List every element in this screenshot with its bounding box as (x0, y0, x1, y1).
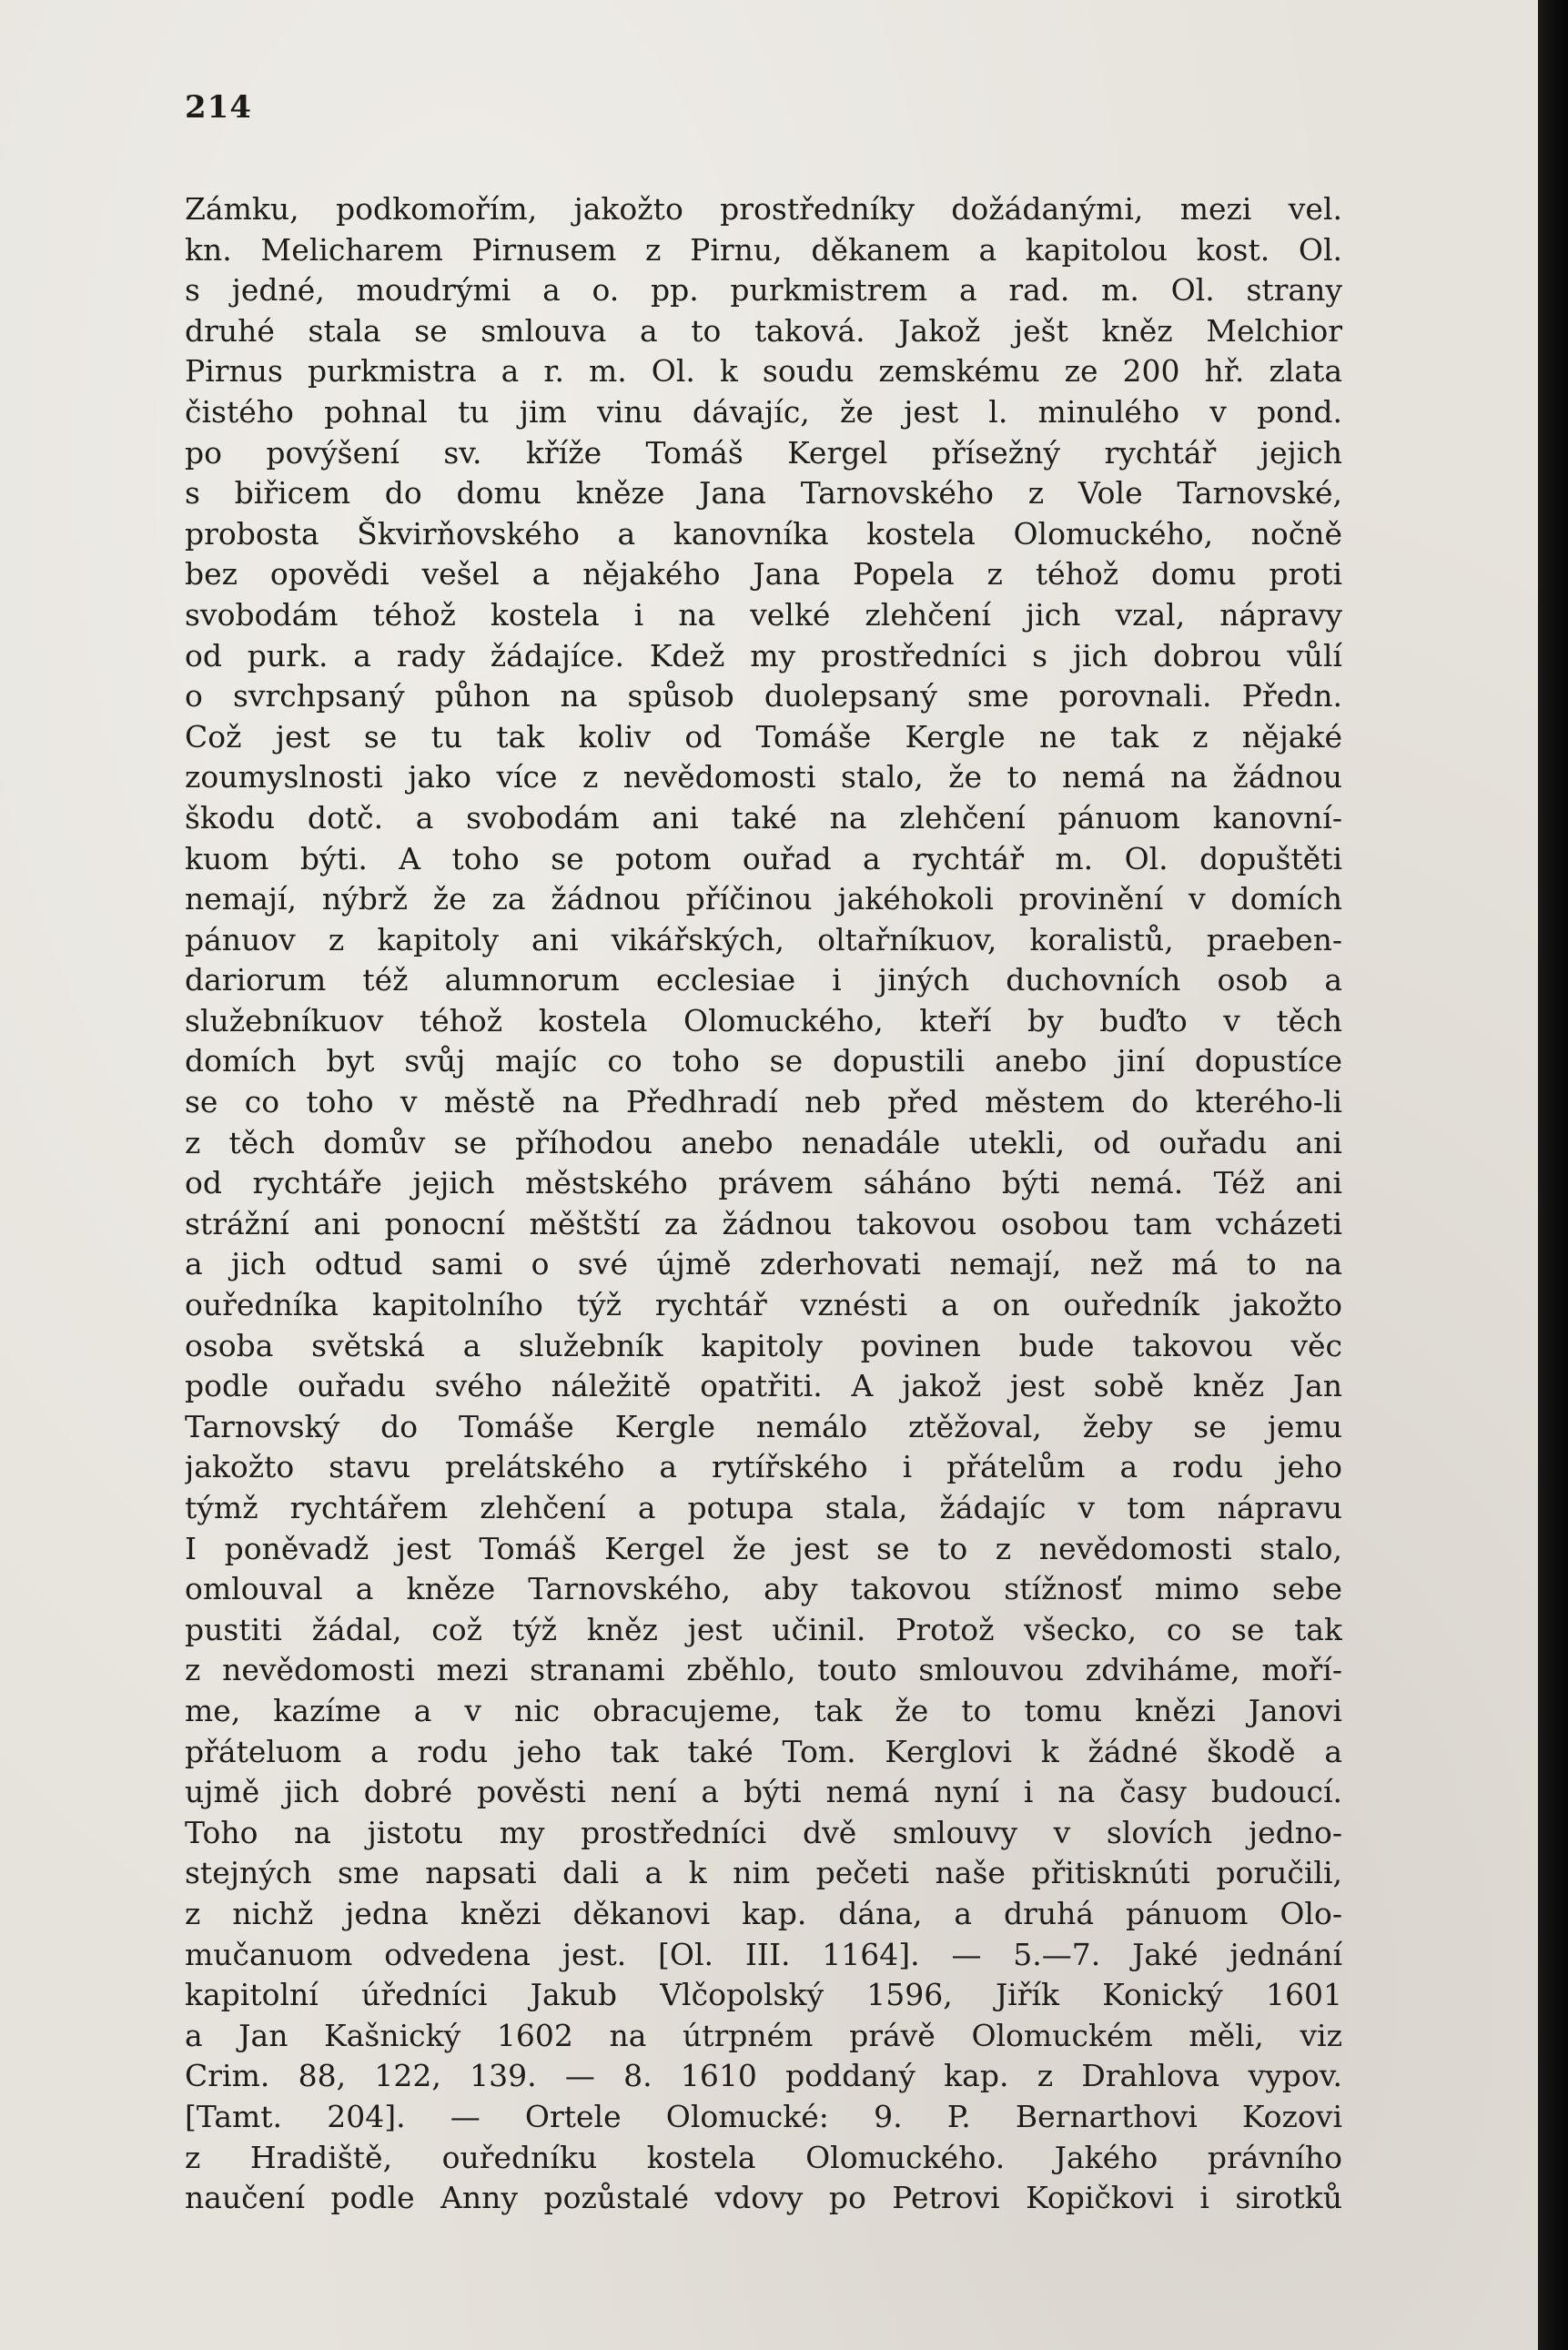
text-line: kuom býti. A toho se potom ouřad a rychtář m. Ol. dopuštěti (185, 840, 1342, 876)
text-line: Pirnus purkmistra a r. m. Ol. k soudu zemskému ze 200 hř. zlata (185, 353, 1342, 390)
text-line: s jedné, moudrými a o. pp. purkmistrem a rad. m. Ol. strany (185, 272, 1342, 309)
text-line: pustiti žádal, což týž kněz jest učinil. Protož všecko, co se tak (185, 1611, 1342, 1647)
text-line: a jich odtud sami o své újmě zderhovati nemají, než má to na (185, 1246, 1342, 1282)
text-line: omlouval a kněze Tarnovského, aby takovou stížnosť mimo sebe (185, 1571, 1342, 1607)
text-line: me, kazíme a v nic obracujeme, tak že to tomu knězi Janovi (185, 1692, 1342, 1728)
text-line: [Tamt. 204]. — Ortele Olomucké: 9. P. Bernarthovi Kozovi (185, 2098, 1342, 2134)
text-line: ujmě jich dobré pověsti není a býti nemá nyní i na časy budoucí. (185, 1774, 1342, 1810)
text-line: s biřicem do domu kněze Jana Tarnovského z Vole Tarnovské, (185, 475, 1342, 512)
text-line: stejných sme napsati dali a k nim pečeti naše přitisknúti poručili, (185, 1855, 1342, 1891)
text-line: z Hradiště, ouředníku kostela Olomuckého. Jakého právního (185, 2139, 1342, 2175)
text-line: z nevědomosti mezi stranami zběhlo, touto smlouvou zdviháme, moří- (185, 1652, 1342, 1688)
text-line: druhé stala se smlouva a to taková. Jakož ješt kněz Melchior (185, 312, 1342, 349)
text-line: o svrchpsaný půhon na spůsob duolepsaný sme porovnali. Předn. (185, 678, 1342, 714)
text-line: zoumyslnosti jako více z nevědomosti stalo, že to nemá na žádnou (185, 759, 1342, 795)
scan-edge (1538, 0, 1568, 2350)
text-line: nemají, nýbrž že za žádnou příčinou jakéhokoli provinění v domích (185, 881, 1342, 917)
text-line: dariorum též alumnorum ecclesiae i jiných duchovních osob a (185, 962, 1342, 998)
text-line: po povýšení sv. kříže Tomáš Kergel přísežný rychtář jejich (185, 434, 1342, 471)
text-line: ouředníka kapitolního týž rychtář vznésti a on ouředník jakožto (185, 1287, 1342, 1323)
text-line: kn. Melicharem Pirnusem z Pirnu, děkanem a kapitolou kost. Ol. (185, 231, 1342, 268)
text-line: osoba světská a služebník kapitoly povinen bude takovou věc (185, 1327, 1342, 1363)
text-line: pánuov z kapitoly ani vikářských, oltařníkuov, koralistů, praeben- (185, 921, 1342, 957)
body-text (185, 189, 1342, 2219)
text-line: od purk. a rady žádajíce. Kdež my prostředníci s jich dobrou vůlí (185, 637, 1342, 674)
text-line: Toho na jistotu my prostředníci dvě smlouvy v slovích jedno- (185, 1814, 1342, 1850)
page-number: 214 (185, 89, 252, 126)
text-line: kapitolní úředníci Jakub Vlčopolský 1596, Jiřík Konický 1601 (185, 1977, 1342, 2013)
text-line: přáteluom a rodu jeho tak také Tom. Kerglovi k žádné škodě a (185, 1733, 1342, 1769)
text-line: Zámku, podkomořím, jakožto prostředníky dožádanými, mezi vel. (185, 191, 1342, 227)
text-line: strážní ani ponocní měštští za žádnou takovou osobou tam vcházeti (185, 1205, 1342, 1241)
text-line: I poněvadž jest Tomáš Kergel že jest se to z nevědomosti stalo, (185, 1530, 1342, 1566)
text-line: Což jest se tu tak koliv od Tomáše Kergle ne tak z nějaké (185, 718, 1342, 755)
text-line: škodu dotč. a svobodám ani také na zlehčení pánuom kanovní- (185, 799, 1342, 836)
text-line: bez opovědi vešel a nějakého Jana Popela z téhož domu proti (185, 556, 1342, 593)
text-line: z těch domův se příhodou anebo nenadále utekli, od ouřadu ani (185, 1124, 1342, 1160)
text-line: čistého pohnal tu jim vinu dávajíc, že jest l. minulého v pond. (185, 393, 1342, 430)
text-line: a Jan Kašnický 1602 na útrpném právě Olomuckém měli, viz (185, 2017, 1342, 2053)
text-line: se co toho v městě na Předhradí neb před městem do kterého-li (185, 1084, 1342, 1120)
text-line: naučení podle Anny pozůstalé vdovy po Petrovi Kopičkovi i sirotků (185, 2180, 1342, 2216)
text-line: mučanuom odvedena jest. [Ol. III. 1164]. — 5.—7. Jaké jednání (185, 1936, 1342, 1972)
text-line: služebníkuov téhož kostela Olomuckého, kteří by buďto v těch (185, 1002, 1342, 1038)
text-line: podle ouřadu svého náležitě opatřiti. A jakož jest sobě kněz Jan (185, 1368, 1342, 1404)
text-line: z nichž jedna knězi děkanovi kap. dána, a druhá pánuom Olo- (185, 1895, 1342, 1931)
text-line: týmž rychtářem zlehčení a potupa stala, žádajíc v tom nápravu (185, 1490, 1342, 1525)
text-line: probosta Škvirňovského a kanovníka kostela Olomuckého, nočně (185, 515, 1342, 552)
text-line: domích byt svůj majíc co toho se dopustili anebo jiní dopustíce (185, 1043, 1342, 1079)
text-line: svobodám téhož kostela i na velké zlehčení jich vzal, nápravy (185, 596, 1342, 633)
text-line: jakožto stavu prelátského a rytířského i přátelům a rodu jeho (185, 1449, 1342, 1485)
text-line: Tarnovský do Tomáše Kergle nemálo ztěžoval, žeby se jemu (185, 1408, 1342, 1444)
text-line: Crim. 88, 122, 139. — 8. 1610 poddaný kap. z Drahlova vypov. (185, 2058, 1342, 2094)
text-line: od rychtáře jejich městského právem sáháno býti nemá. Též ani (185, 1165, 1342, 1201)
